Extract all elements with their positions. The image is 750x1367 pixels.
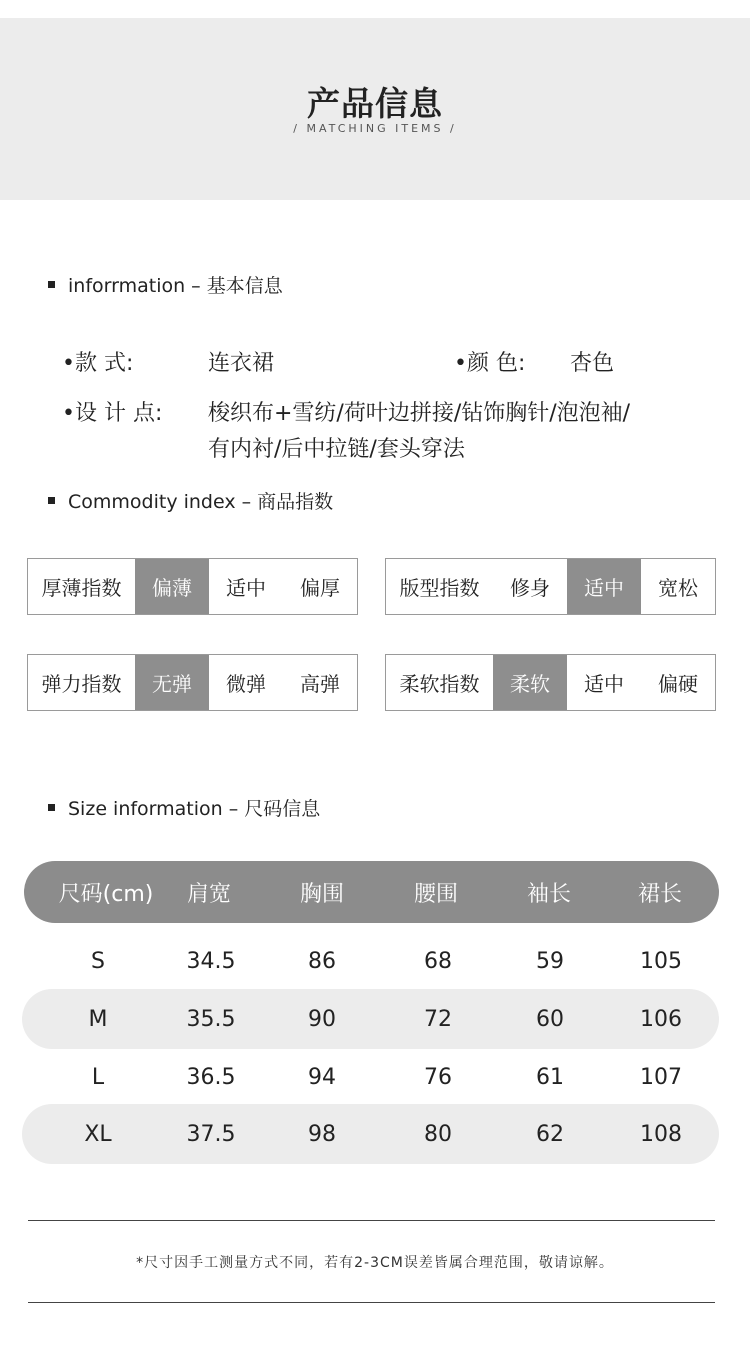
table-cell: XL bbox=[84, 1121, 112, 1147]
column-header: 肩宽 bbox=[186, 881, 232, 907]
table-cell: 80 bbox=[424, 1121, 452, 1147]
table-cell: 106 bbox=[640, 1006, 682, 1032]
index-label: 厚薄指数 bbox=[41, 576, 122, 600]
style-attribute bbox=[62, 346, 133, 377]
index-option: 适中 bbox=[584, 672, 624, 696]
table-cell: L bbox=[91, 1064, 105, 1090]
table-cell: M bbox=[88, 1006, 108, 1032]
divider bbox=[28, 1302, 715, 1303]
bullet-square-icon bbox=[48, 804, 55, 811]
divider bbox=[28, 1220, 715, 1221]
table-cell: 98 bbox=[308, 1121, 336, 1147]
table-cell: 34.5 bbox=[186, 948, 236, 974]
bullet-square-icon bbox=[48, 497, 55, 504]
design-value-line2: 有内衬/后中拉链/套头穿法 bbox=[208, 437, 465, 462]
color-label: •颜 色: bbox=[454, 351, 526, 376]
table-cell: 76 bbox=[424, 1064, 452, 1090]
table-cell: 72 bbox=[424, 1006, 452, 1032]
index-option: 宽松 bbox=[658, 576, 698, 600]
table-cell: 61 bbox=[536, 1064, 564, 1090]
table-cell: 107 bbox=[640, 1064, 682, 1090]
index-fit bbox=[385, 558, 716, 615]
table-cell: 37.5 bbox=[186, 1121, 236, 1147]
info-heading bbox=[48, 271, 283, 298]
table-row bbox=[22, 989, 719, 1049]
index-option-selected: 无弹 bbox=[135, 655, 209, 710]
table-cell: 108 bbox=[640, 1121, 682, 1147]
table-cell: 60 bbox=[536, 1006, 564, 1032]
style-label: •款 式: bbox=[62, 351, 134, 376]
table-cell: 105 bbox=[640, 948, 682, 974]
index-option: 适中 bbox=[226, 576, 266, 600]
size-heading bbox=[48, 794, 320, 821]
measurement-note: *尺寸因手工测量方式不同，若有2-3CM误差皆属合理范围，敬请谅解。 bbox=[136, 1255, 614, 1271]
index-label: 版型指数 bbox=[399, 576, 480, 600]
index-elasticity bbox=[27, 654, 358, 711]
table-cell: 68 bbox=[424, 948, 452, 974]
index-option: 微弹 bbox=[226, 672, 266, 696]
banner bbox=[0, 18, 750, 200]
bullet-square-icon bbox=[48, 281, 55, 288]
design-value-line1: 梭织布+雪纺/荷叶边拼接/钻饰胸针/泡泡袖/ bbox=[208, 401, 631, 426]
index-option-selected: 偏薄 bbox=[135, 559, 209, 614]
index-option: 高弹 bbox=[300, 672, 340, 696]
table-row bbox=[22, 1047, 719, 1107]
index-option: 偏硬 bbox=[658, 672, 698, 696]
column-header: 尺码(cm) bbox=[58, 881, 154, 907]
table-cell: S bbox=[91, 948, 105, 974]
index-label: 弹力指数 bbox=[41, 672, 122, 696]
table-row bbox=[22, 1104, 719, 1164]
size-heading-text: Size information – 尺码信息 bbox=[68, 798, 321, 820]
page-subtitle: / MATCHING ITEMS / bbox=[293, 122, 457, 135]
index-softness bbox=[385, 654, 716, 711]
table-cell: 86 bbox=[308, 948, 336, 974]
table-cell: 36.5 bbox=[186, 1064, 236, 1090]
index-option-selected: 适中 bbox=[567, 559, 641, 614]
index-heading bbox=[48, 487, 333, 514]
color-value: 杏色 bbox=[570, 351, 615, 376]
table-cell: 35.5 bbox=[186, 1006, 236, 1032]
design-label: •设 计 点: bbox=[62, 401, 163, 426]
column-header: 袖长 bbox=[526, 881, 572, 907]
index-thickness bbox=[27, 558, 358, 615]
index-heading-text: Commodity index – 商品指数 bbox=[68, 491, 334, 513]
table-cell: 90 bbox=[308, 1006, 336, 1032]
table-cell: 94 bbox=[308, 1064, 336, 1090]
index-option-selected: 柔软 bbox=[493, 655, 567, 710]
column-header: 裙长 bbox=[637, 881, 683, 907]
table-cell: 62 bbox=[536, 1121, 564, 1147]
index-option: 修身 bbox=[510, 576, 550, 600]
page-title: 产品信息 bbox=[307, 84, 443, 123]
info-heading-text: inforrmation – 基本信息 bbox=[68, 275, 283, 297]
column-header: 胸围 bbox=[299, 881, 345, 907]
table-row bbox=[22, 931, 719, 991]
column-header: 腰围 bbox=[413, 881, 459, 907]
style-value: 连衣裙 bbox=[208, 351, 275, 376]
table-cell: 59 bbox=[536, 948, 564, 974]
index-label: 柔软指数 bbox=[399, 672, 480, 696]
index-option: 偏厚 bbox=[300, 576, 340, 600]
size-table-header bbox=[24, 861, 719, 923]
